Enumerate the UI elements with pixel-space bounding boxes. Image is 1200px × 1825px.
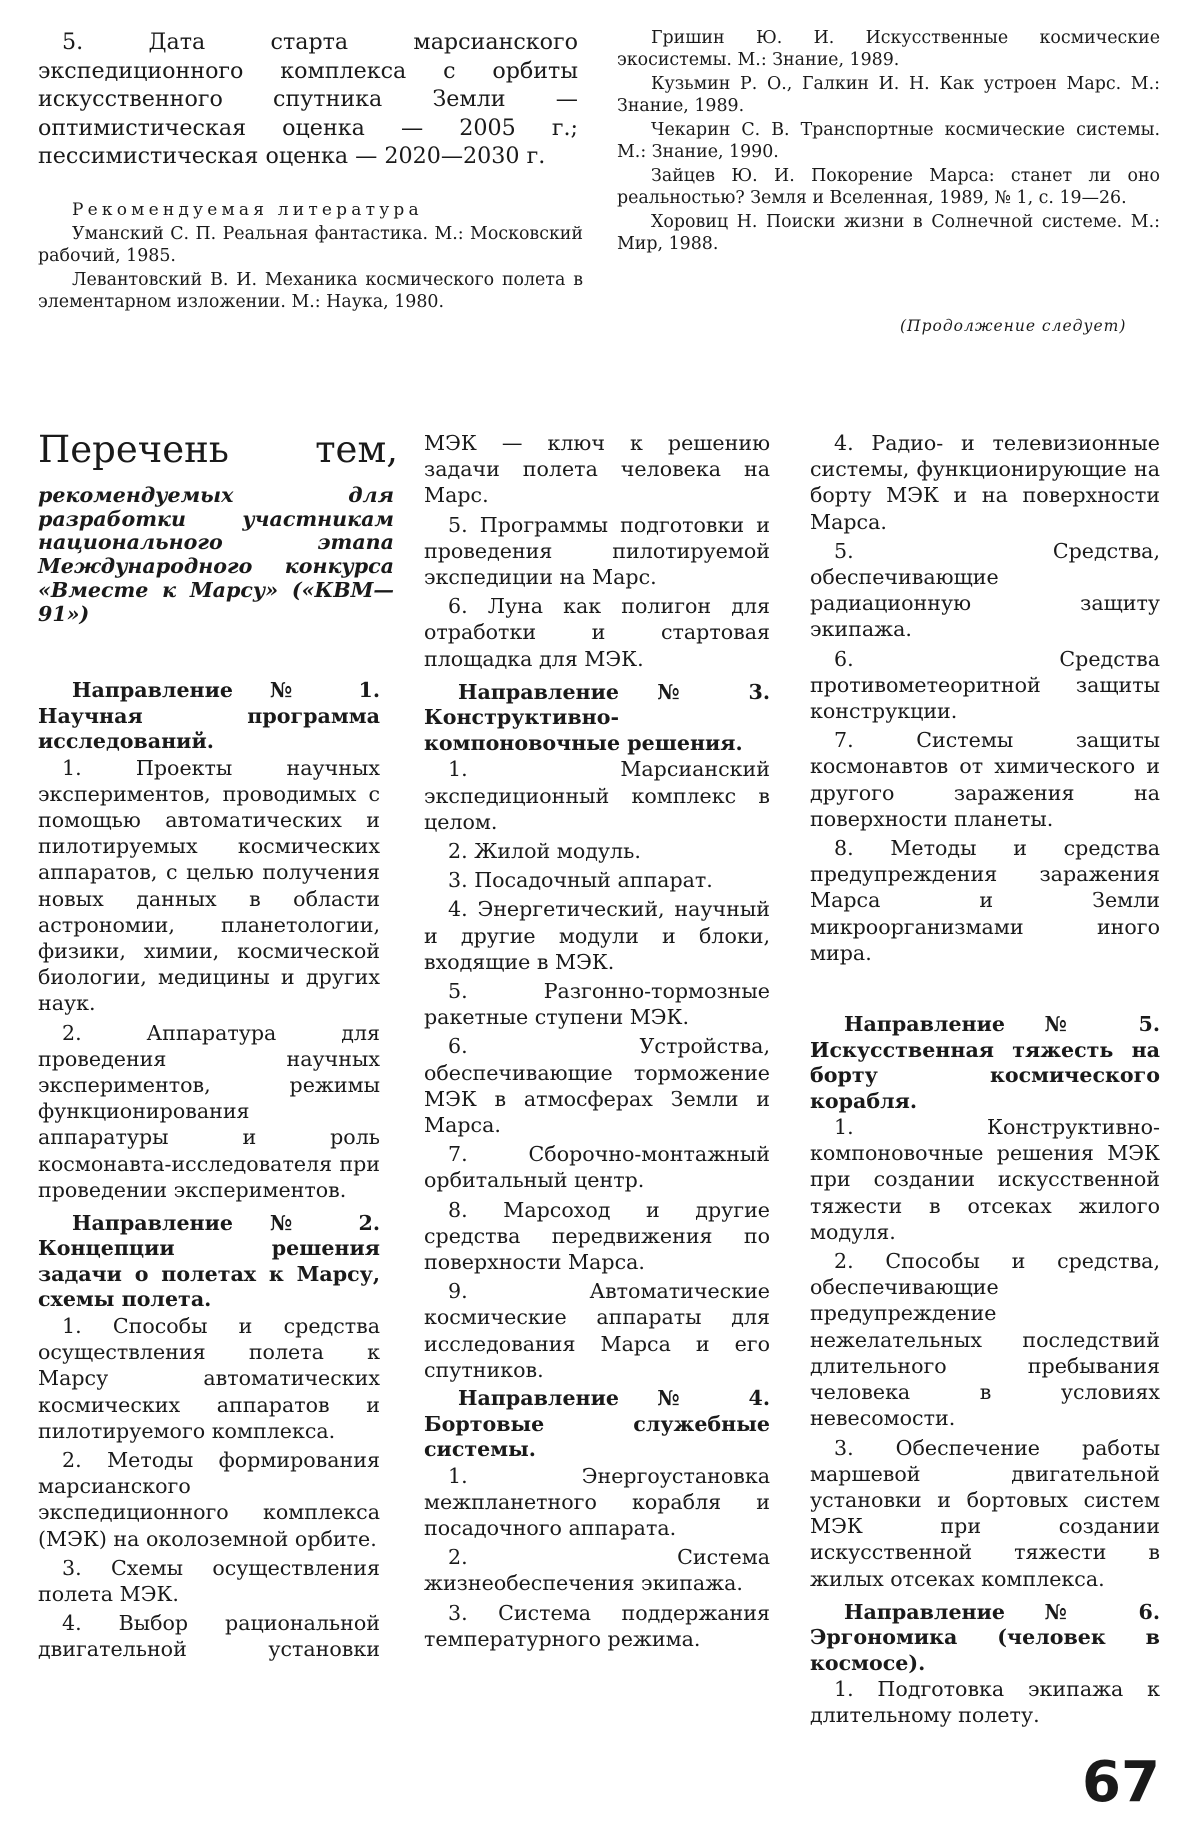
list-item: 2. Аппаратура для проведения научных экспериментов, режимы функционирования аппаратуры и роль космонавта-исследователя при проведении экспериментов. [38,1020,380,1202]
direction-heading: Направление № 1. Научная программа исследований. [38,678,380,753]
list-item: 7. Системы защиты космонавтов от химического и другого заражения на поверхности планеты. [810,728,1160,831]
list-item: 1. Энергоустановка межпланетного корабля и посадочного аппарата. [424,1463,770,1540]
list-item: 2. Способы и средства, обеспечивающие предупреждение нежелательных последствий длительного пребывания человека в условиях невесомости. [810,1249,1160,1431]
reference-item: Зайцев Ю. И. Покорение Марса: станет ли оно реальностью? Земля и Вселенная, 1989, № 1, с. 19—26. [617,166,1160,208]
article-subtitle: рекомендуемых для разработки участникам национального этапа Международного конкурса «Вместе к Марсу» («КВМ—91») [38,483,394,626]
direction-heading: Направление № 2. Концепции решения задачи о полетах к Марсу, схемы полета. [38,1210,380,1312]
direction-heading: Направление № 5. Искусственная тяжесть на борту космического корабля. [810,1012,1160,1113]
list-item: 8. Методы и средства предупреждения заражения Марса и Земли микроорганизмами иного мира. [810,836,1160,965]
list-item: 5. Средства, обеспечивающие радиационную защиту экипажа. [810,538,1160,642]
list-item: 1. Проекты научных экспериментов, проводимых с помощью автоматических и пилотируемых космических аппаратов, с целью получения новых данных в области астрономии, планетологии, физики, химии, космической биологии, медицины и других наук. [38,755,380,1016]
column-3 [810,430,1160,1732]
list-item: 4. Энергетический, научный и другие модули и блоки, входящие в МЭК. [424,897,770,974]
reference-item: Кузьмин Р. О., Галкин И. Н. Как устроен Марс. М.: Знание, 1989. [617,74,1160,116]
list-item: 6. Луна как полигон для отработки и стартовая площадка для МЭК. [424,594,770,671]
reference-item: Левантовский В. И. Механика космического полета в элементарном изложении. М.: Наука, 1980. [38,270,583,312]
list-item: 4. Радио- и телевизионные системы, функционирующие на борту МЭК и на поверхности Марса. [810,431,1160,534]
top-paragraph-5: 5. Дата старта марсианского экспедиционного комплекса с орбиты искусственного спутника Земли — оптимистическая оценка — 2005 г.; пессимистическая оценка — 2020—2030 г. [38,29,578,169]
list-item: 5. Разгонно-тормозные ракетные ступени МЭК. [424,978,770,1030]
list-item: 4. Выбор рациональной двигательной установки [38,1611,380,1662]
list-item: 7. Сборочно-монтажный орбитальный центр. [424,1142,770,1193]
list-item: 3. Система поддержания температурного режима. [424,1600,770,1651]
list-item: 1. Марсианский экспедиционный комплекс в целом. [424,757,770,834]
reference-item: Уманский С. П. Реальная фантастика. М.: Московский рабочий, 1985. [38,224,583,266]
list-item: 6. Средства противометеоритной защиты конструкции. [810,646,1160,724]
reference-list-left [38,224,583,316]
list-item: 8. Марсоход и другие средства передвижения по поверхности Марса. [424,1197,770,1274]
list-item: 1. Способы и средства осуществления полета к Марсу автоматических космических аппаратов и пилотируемого комплекса. [38,1313,380,1443]
reference-list-right [617,28,1160,258]
reference-item: Гришин Ю. И. Искусственные космические экосистемы. М.: Знание, 1989. [617,28,1160,70]
list-item: 3. Схемы осуществления полета МЭК. [38,1555,380,1606]
direction-heading: Направление № 3. Конструктивно-компоновочные решения. [424,679,770,755]
page-number: 67 [1082,1750,1160,1815]
direction-heading: Направление № 4. Бортовые служебные системы. [424,1386,770,1461]
list-item: 3. Посадочный аппарат. [448,868,713,893]
literature-heading: Рекомендуемая литература [72,200,423,220]
title-word: тем, [315,428,398,471]
column-1 [38,678,380,1666]
list-item: МЭК — ключ к решению задачи полета человека на Марс. [424,431,770,508]
direction-heading: Направление № 6. Эргономика (человек в космосе). [810,1599,1160,1675]
list-item: 2. Методы формирования марсианского экспедиционного комплекса (МЭК) на околоземной орбите. [38,1447,380,1551]
list-item: 1. Конструктивно-компоновочные решения МЭК при создании искусственной тяжести в отсеках жилого модуля. [810,1115,1160,1244]
reference-item: Хоровиц Н. Поиски жизни в Солнечной системе. М.: Мир, 1988. [617,212,1160,254]
list-item: 6. Устройства, обеспечивающие торможение МЭК в атмосферах Земли и Марса. [424,1034,770,1137]
list-item: 2. Жилой модуль. [448,838,641,863]
article-title [38,428,398,471]
list-item: 3. Обеспечение работы маршевой двигательной установки и бортовых систем МЭК при создании искусственной тяжести в жилых отсеках комплекса. [810,1435,1160,1591]
list-item: 1. Подготовка экипажа к длительному полету. [810,1677,1160,1728]
column-2 [424,430,770,1655]
continued-note: (Продолжение следует) [900,317,1127,335]
reference-item: Чекарин С. В. Транспортные космические системы. М.: Знание, 1990. [617,120,1160,162]
list-item: 5. Программы подготовки и проведения пилотируемой экспедиции на Марс. [424,512,770,590]
list-item: 9. Автоматические космические аппараты для исследования Марса и его спутников. [424,1279,770,1382]
list-item: 2. Система жизнеобеспечения экипажа. [424,1545,770,1596]
title-word: Перечень [38,428,229,471]
